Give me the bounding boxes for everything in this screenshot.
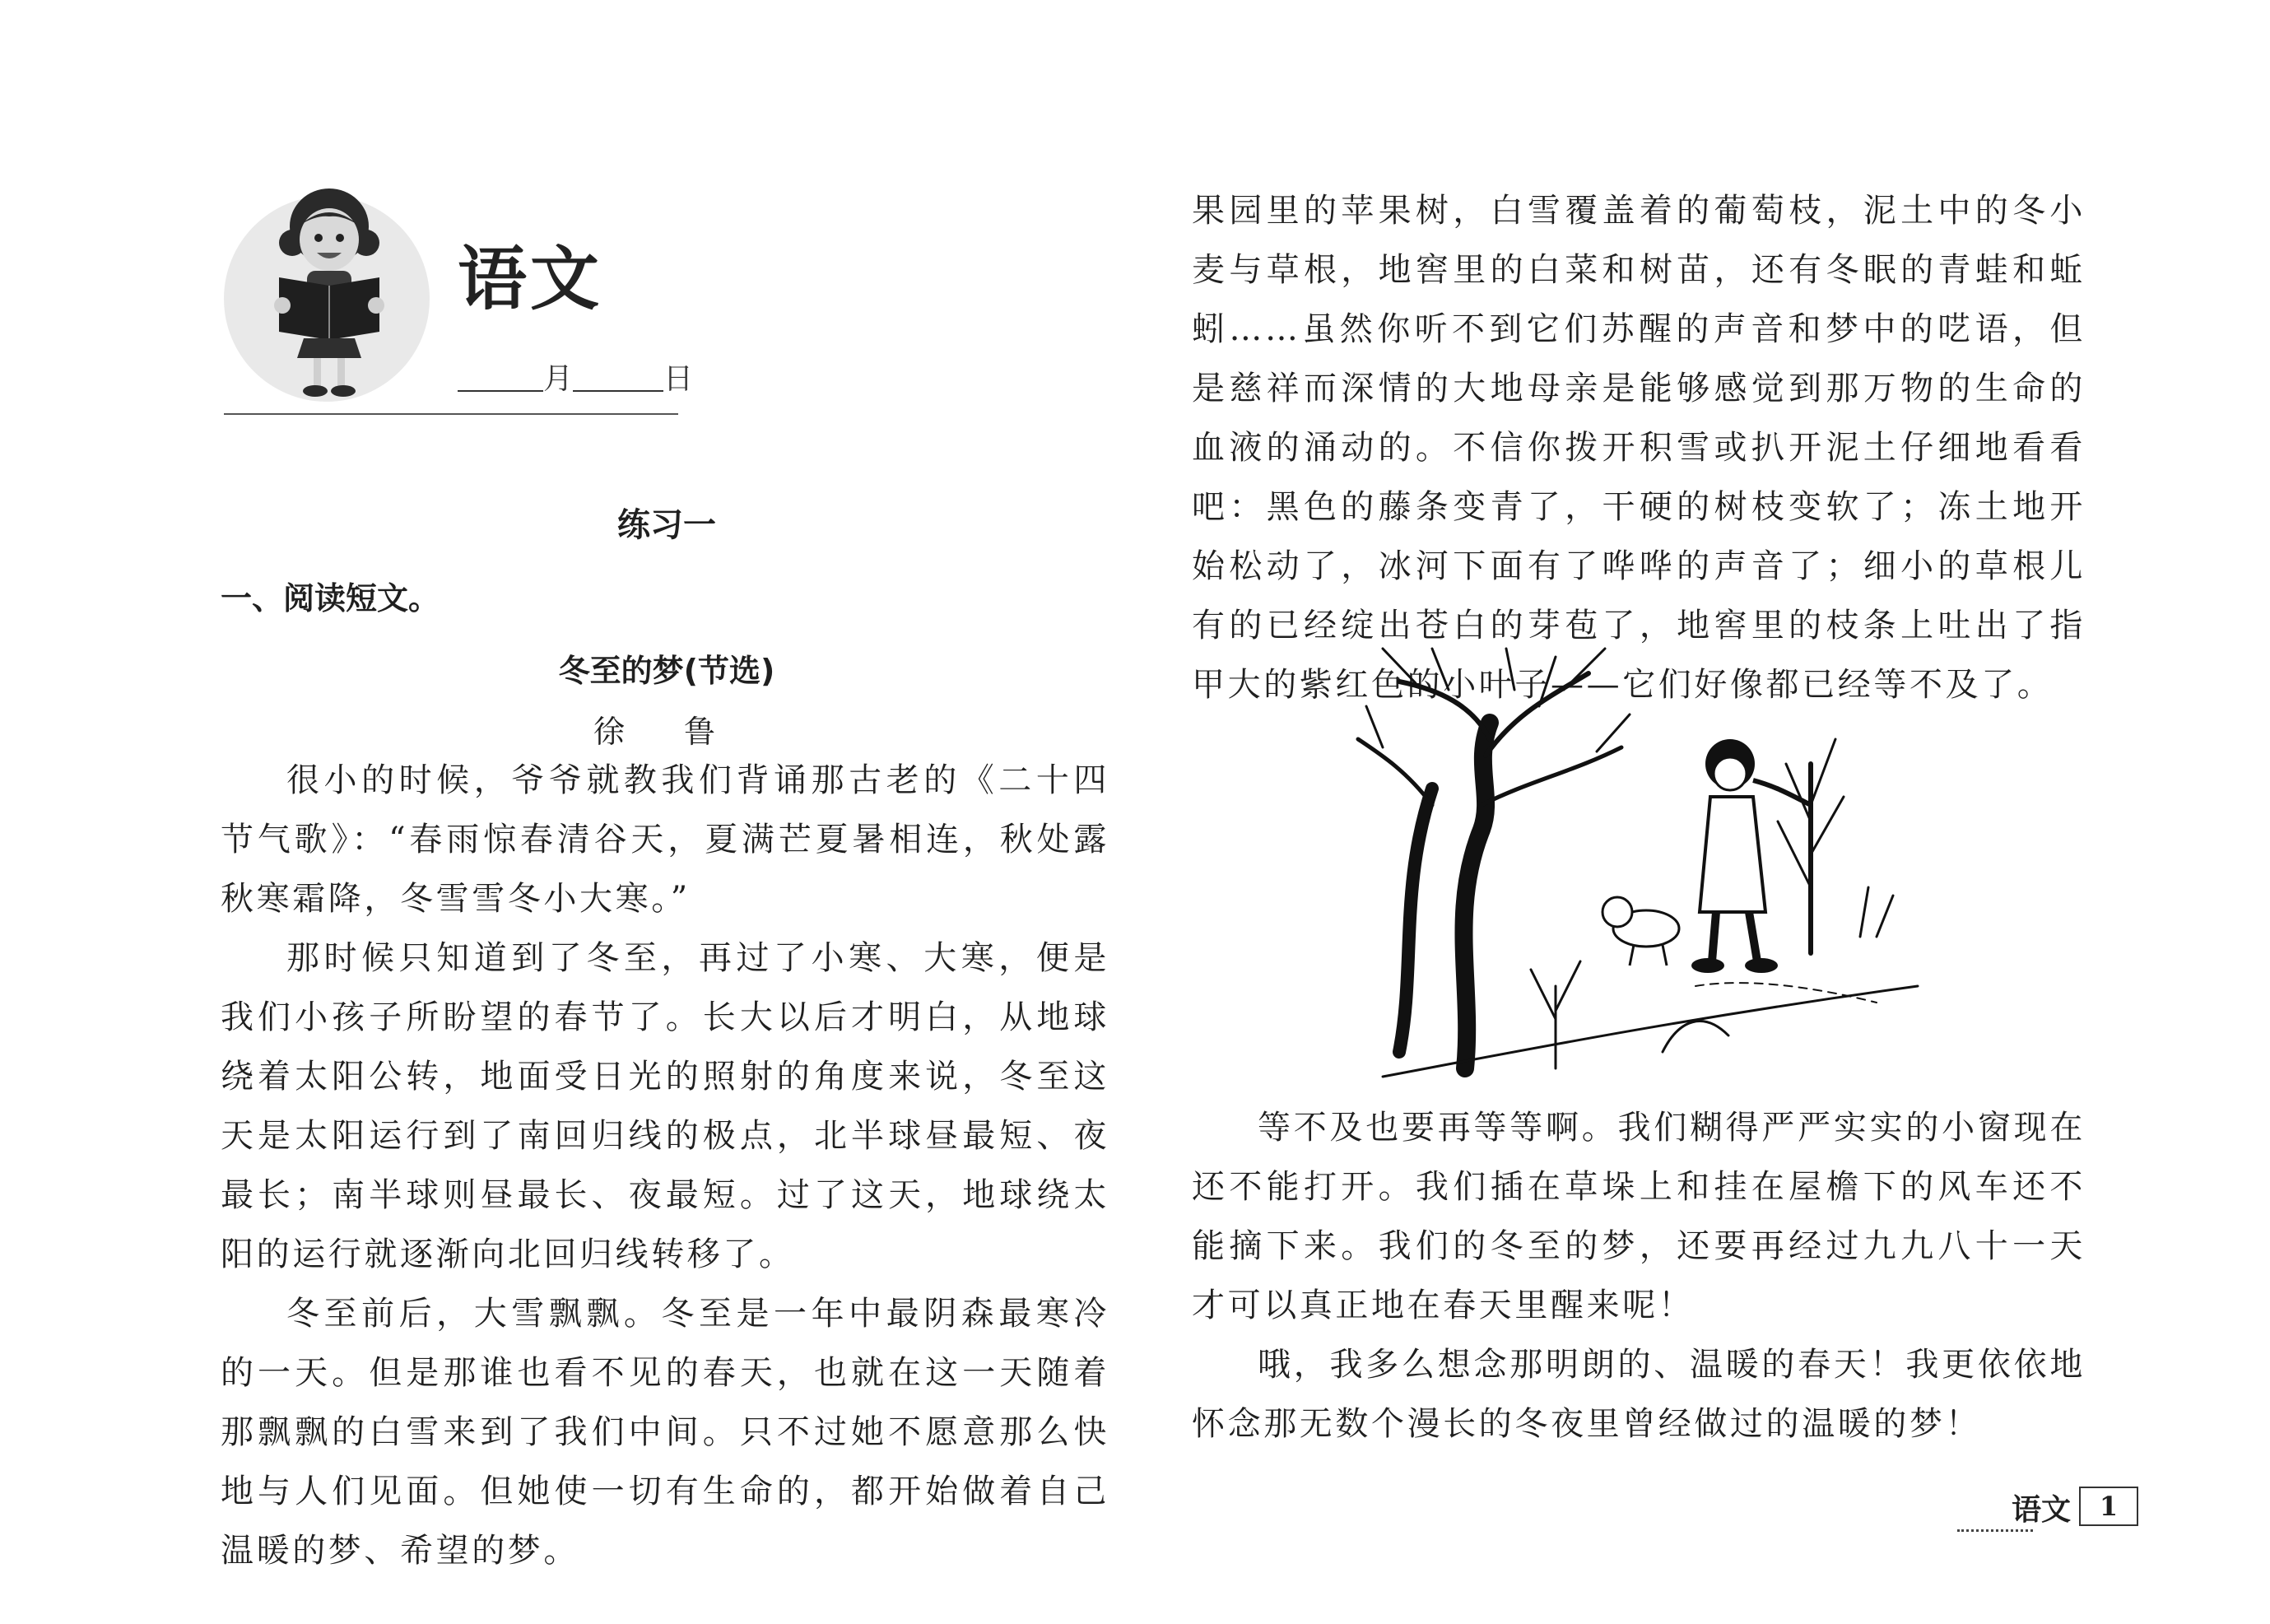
winter-walk-illustration — [1350, 640, 1926, 1085]
left-column-text — [221, 751, 1109, 1580]
day-blank — [573, 365, 663, 392]
day-label: 日 — [663, 362, 694, 396]
header-divider — [224, 413, 678, 415]
paragraph: 哦，我多么想念那明朗的、温暖的春天！我更依依地怀念那无数个漫长的冬夜里曾经做过的温暖的梦！ — [1192, 1346, 2086, 1443]
page-number: 1 — [2079, 1487, 2138, 1526]
paragraph: 等不及也要再等等啊。我们糊得严严实实的小窗现在还不能打开。我们插在草垛上和挂在屋檐下的风车还不能摘下来。我们的冬至的梦，还要再经过九九八十一天才可以真正地在春天里醒来呢！ — [1192, 1109, 2086, 1324]
paragraph: 冬至前后，大雪飘飘。冬至是一年中最阴森最寒冷的一天。但是那谁也看不见的春天，也就在这一天随着那飘飘的白雪来到了我们中间。只不过她不愿意那么快地与人们见面。但她使一切有生命的，都开始做着自己温暖的梦、希望的梦。 — [221, 1295, 1109, 1570]
right-column-text — [1192, 1098, 2086, 1454]
exercise-title: 练习一 — [617, 506, 716, 544]
subject-title: 语文 — [458, 239, 603, 319]
paragraph: 那时候只知道到了冬至，再过了小寒、大寒，便是我们小孩子所盼望的春节了。长大以后才明白，从地球绕着太阳公转，地面受日光的照射的角度来说，冬至这天是太阳运行到了南回归线的极点，北半球昼最短、夜最长；南半球则昼最长、夜最短。过了这天，地球绕太阳的运行就逐渐向北回归线转移了。 — [221, 939, 1109, 1273]
girl-reading-icon — [267, 185, 391, 401]
paragraph-continuation: 果园里的苹果树，白雪覆盖着的葡萄枝，泥土中的冬小麦与草根，地窖里的白菜和树苗，还有冬眠的青蛙和蚯蚓……虽然你听不到它们苏醒的声音和梦中的呓语，但是慈祥而深情的大地母亲是能够感觉到那万物的生命的血液的涌动的。不信你拨开积雪或扒开泥土仔细地看看吧：黑色的藤条变青了，干硬的树枝变软了；冻土地开始松动了，冰河下面有了哗哗的声音了；细小的草根儿有的已经绽出苍白的芽苞了，地窖里的枝条上吐出了指甲大的紫红色的小叶子——它们好像都已经等不及了。 — [1192, 192, 2086, 704]
article-title: 冬至的梦(节选) — [558, 653, 775, 689]
article-author: 徐 鲁 — [593, 714, 741, 750]
month-label: 月 — [543, 362, 574, 396]
section-heading: 一、阅读短文。 — [221, 580, 440, 617]
footer-subject-label: 语文 — [2012, 1493, 2072, 1527]
date-line — [458, 356, 693, 398]
month-blank — [458, 365, 543, 392]
right-column-continuation — [1192, 181, 2086, 714]
paragraph: 很小的时候，爷爷就教我们背诵那古老的《二十四节气歌》：“春雨惊春清谷天，夏满芒夏暑相连，秋处露秋寒霜降，冬雪雪冬小大寒。” — [221, 761, 1109, 918]
footer-dotted-rule — [1957, 1529, 2033, 1532]
